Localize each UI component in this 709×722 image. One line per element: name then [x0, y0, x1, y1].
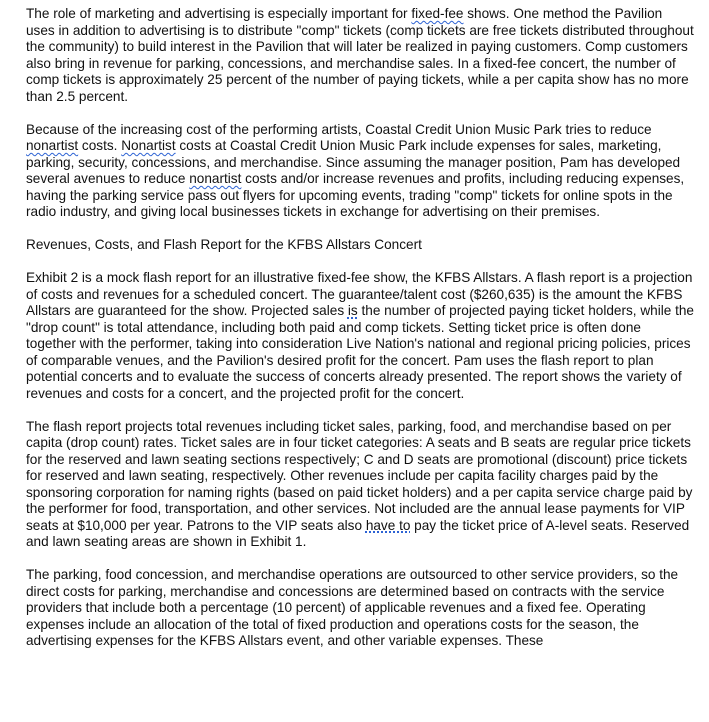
text-run: costs at Coastal Credit Union Music Park include expenses for sales, marketing, parking, security, concessions, and merchandise. Since assuming the manager position, Pam has developed several avenues to reduce — [26, 138, 681, 186]
spelling-flag: nonartist — [26, 138, 79, 153]
text-run: The role of marketing and advertising is especially important for — [26, 6, 412, 21]
spelling-flag: nonartist — [189, 171, 242, 186]
text-run: shows. One method the Pavilion uses in addition to advertising is to distribute "comp" tickets (comp tickets are free tickets distributed throughout the community) to build interest in the Pavilion that will later be realized in paying customers. Comp customers also bring in revenue for parking, concessions, and merchandise sales. In a fixed-fee concert, the number of comp tickets is approximately 25 percent of the number of paying tickets, while a per capita show has no more than 2.5 percent. — [26, 6, 694, 104]
spelling-flag: Nonartist — [121, 138, 176, 153]
text-run: costs and/or increase revenues and profits, including reducing expenses, having the parking service pass out flyers for upcoming events, trading "comp" tickets for online spots in the radio industry, and giving local businesses tickets in exchange for advertising on their premises. — [26, 171, 685, 219]
text-run: Revenues, Costs, and Flash Report for the KFBS Allstars Concert — [26, 237, 422, 252]
paragraph-comp-tickets — [26, 6, 694, 105]
grammar-flag: is — [347, 303, 358, 318]
text-run: The parking, food concession, and merchandise operations are outsourced to other service providers, so the direct costs for parking, merchandise and concessions are determined based on contracts with the service providers that include both a percentage (10 percent) of applicable revenues and a fixed fee. Operating expenses include an allocation of the total of fixed production and operations costs for the season, the advertising expenses for the KFBS Allstars event, and other variable expenses. These — [26, 567, 679, 648]
text-run: pay the ticket price of A-level seats. Reserved and lawn seating areas are shown in Exhibit 1. — [26, 517, 690, 549]
paragraph-nonartist-costs — [26, 122, 694, 221]
text-run: costs. — [78, 138, 122, 153]
paragraph-outsourced-operations — [26, 567, 694, 650]
text-run: Exhibit 2 is a mock flash report for an illustrative fixed-fee show, the KFBS Allstars. A flash report is a projection of costs and revenues for a scheduled concert. The guarantee/talent cost ($260,635) is the amount the KFBS Allstars are guaranteed for the show. Projected sales — [26, 270, 693, 318]
paragraph-exhibit-2 — [26, 270, 694, 402]
text-run: The flash report projects total revenues including ticket sales, parking, food, and merchandise based on per capita (drop count) rates. Ticket sales are in four ticket categories: A seats and B seats are regular price tickets for the reserved and lawn seating sections respectively; C and D seats are promotional (discount) price tickets for reserved and lawn seating, respectively. Other revenues include per capita facility charges paid by the sponsoring corporation for naming rights (based on paid ticket holders) and a per capita service charge paid by the performer for food, transportation, and other services. Not included are the annual lease payments for VIP seats at $10,000 per year. Patrons to the VIP seats also — [26, 418, 693, 533]
text-run: Because of the increasing cost of the performing artists, Coastal Credit Union Music Park tries to reduce — [26, 121, 652, 137]
text-run: the number of projected paying ticket holders, while the "drop count" is total attendance, including both paid and comp tickets. Setting ticket price is often done together with the performer, taking into consideration Live Nation's national and regional pricing policies, prices of comparable venues, and the Pavilion's desired profit for the concert. Pam uses the flash report to plan potential concerts and to evaluate the success of concerts already presented. The report shows the variety of revenues and costs for a concert, and the projected profit for the concert. — [26, 303, 694, 401]
grammar-flag: have to — [365, 517, 411, 533]
section-heading-flash-report — [26, 237, 694, 254]
paragraph-flash-report-revenues — [26, 419, 694, 551]
spelling-flag: fixed-fee — [411, 6, 464, 21]
document-body — [26, 6, 694, 666]
